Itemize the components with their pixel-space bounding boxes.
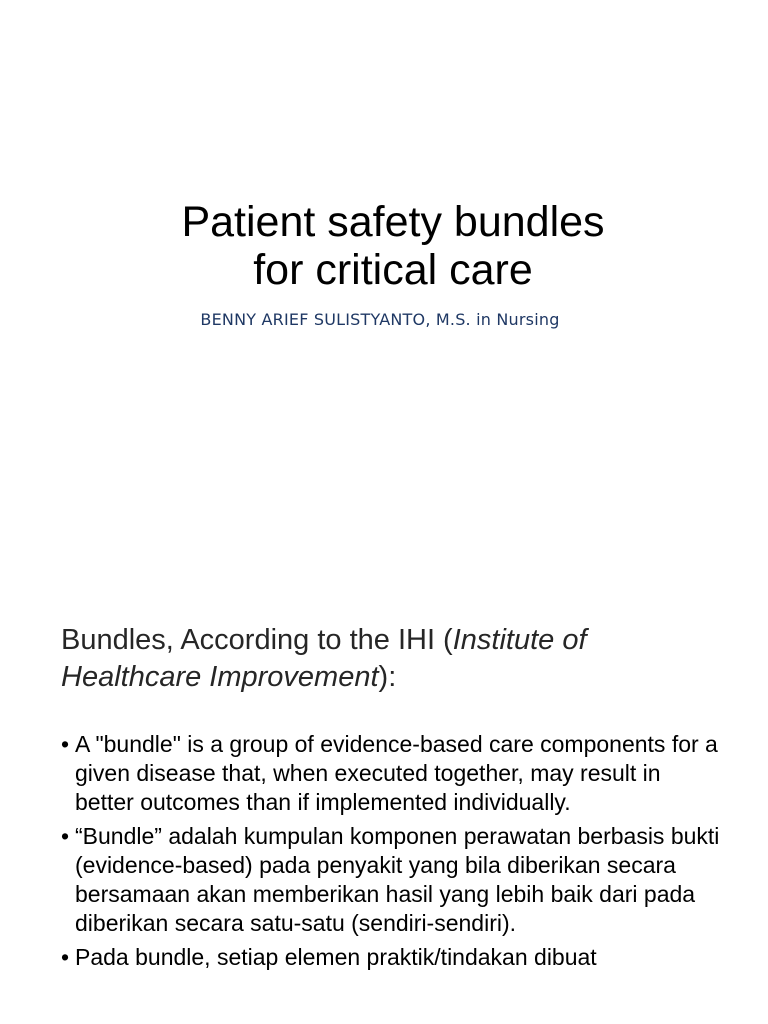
heading-italic-healthcare: Healthcare Improvement [61, 661, 379, 693]
slide-title-line-2: for critical care [253, 246, 533, 294]
bullet-text: Pada bundle, setiap elemen praktik/tindakan dibuat [75, 944, 597, 970]
heading-text-start: Bundles, According to the IHI ( [61, 624, 453, 656]
slide-title [0, 198, 768, 294]
bullet-item [61, 943, 721, 972]
author-subtitle: BENNY ARIEF SULISTYANTO, M.S. in Nursing [200, 310, 560, 329]
bullet-list [61, 730, 721, 977]
bullet-item [61, 822, 721, 938]
bullet-icon: • [61, 731, 70, 757]
bullet-item [61, 730, 721, 817]
slide-title-line-1: Patient safety bundles [181, 198, 605, 246]
bullet-icon: • [61, 944, 70, 970]
bullet-text: A "bundle" is a group of evidence-based care components for a given disease that, when executed together, may result in better outcomes than if implemented individually. [75, 731, 718, 815]
bullet-text: “Bundle” adalah kumpulan komponen perawatan berbasis bukti (evidence-based) pada penyakit yang bila diberikan secara bersamaan akan memberikan hasil yang lebih baik dari pada diberikan secara satu-satu (sendiri-sendiri). [75, 823, 720, 936]
bullet-icon: • [61, 823, 70, 849]
content-slide [0, 580, 768, 1024]
slide-heading [61, 622, 701, 696]
heading-text-end: ): [378, 661, 397, 693]
heading-italic-institute: Institute of [452, 624, 587, 656]
